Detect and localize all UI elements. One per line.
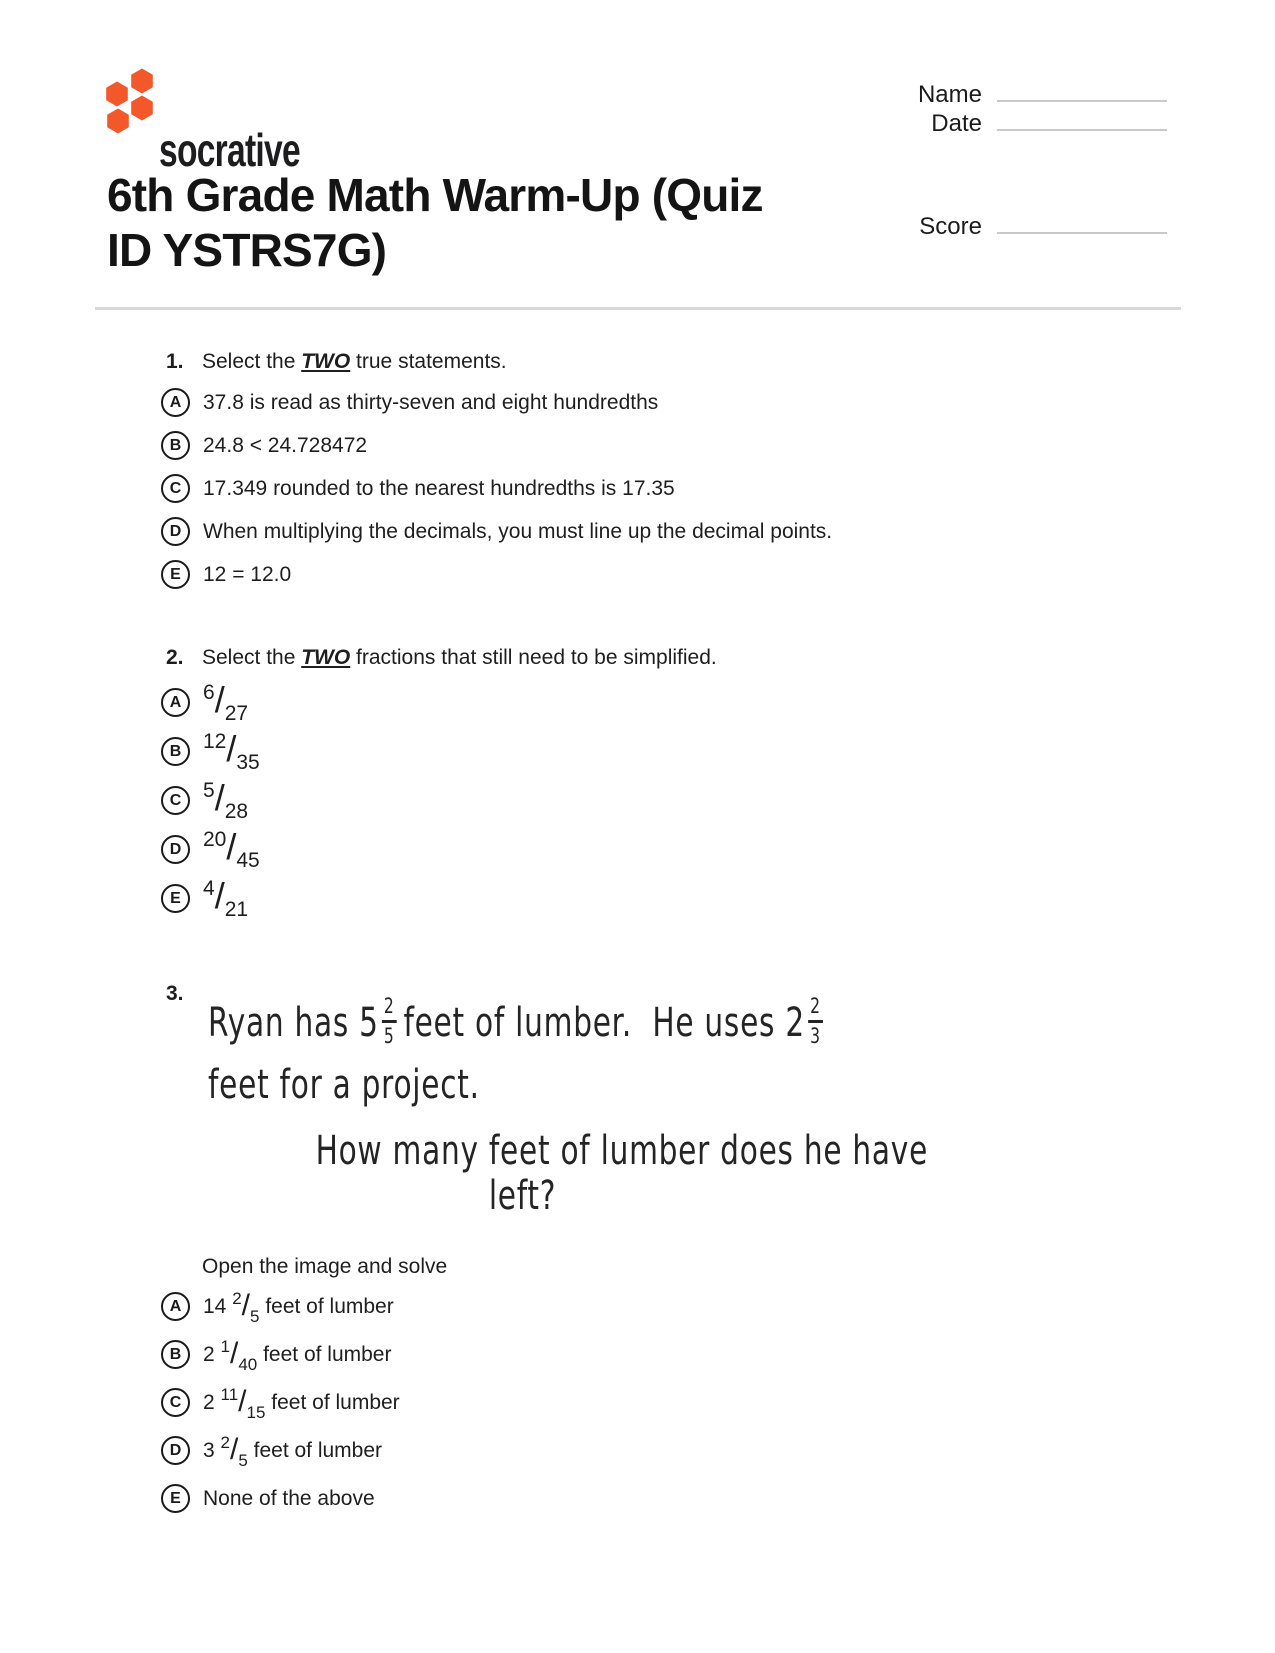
fraction-numerator: 1 [220, 1336, 230, 1356]
page-title-line1: 6th Grade Math Warm-Up (Quiz [107, 169, 763, 221]
option-row-c [161, 474, 832, 503]
option-suffix: feet of lumber [257, 1342, 392, 1366]
answer-bubble-e[interactable]: E [161, 560, 190, 589]
option-text [203, 1288, 394, 1326]
option-text: None of the above [203, 1486, 375, 1510]
fraction-denominator: 5 [238, 1450, 248, 1470]
header-divider [95, 307, 1181, 310]
answer-bubble-d[interactable]: D [161, 517, 190, 546]
option-row-d [161, 825, 260, 872]
option-row-e [161, 874, 260, 921]
fraction-denominator: 5 [383, 1023, 395, 1048]
answer-bubble-b[interactable]: B [161, 431, 190, 460]
option-text [203, 1432, 383, 1470]
question-3-problem-image [208, 990, 929, 1219]
answer-bubble-e[interactable]: E [161, 1484, 190, 1513]
fraction-denominator: 27 [224, 701, 249, 725]
option-fraction [203, 727, 260, 774]
answer-bubble-b[interactable]: B [161, 1340, 190, 1369]
fraction-numerator: 11 [220, 1384, 239, 1404]
option-text [203, 1336, 392, 1374]
image-text-line3 [208, 1128, 929, 1174]
fraction-denominator: 5 [250, 1306, 260, 1326]
option-fraction [203, 678, 249, 725]
fraction-slash: / [238, 1384, 247, 1418]
fraction-slash: / [241, 1288, 251, 1322]
prompt-text: fractions that still need to be simplified. [350, 646, 717, 669]
option-row-e [161, 1484, 400, 1513]
fraction-numerator: 20 [203, 827, 227, 851]
answer-bubble-c[interactable]: C [161, 474, 190, 503]
option-row-b [161, 1336, 400, 1374]
image-text: feet of lumber. He uses 2 [403, 1000, 805, 1046]
option-row-d [161, 517, 832, 546]
image-text-line2: feet for a project. [208, 1062, 480, 1108]
answer-bubble-a[interactable]: A [161, 1292, 190, 1321]
hexagon-icon [106, 82, 128, 107]
option-suffix: feet of lumber [259, 1294, 394, 1318]
fraction-numerator: 12 [203, 729, 227, 753]
mixed-number-whole: 2 [203, 1390, 221, 1414]
prompt-emphasis: TWO [301, 350, 351, 373]
answer-bubble-d[interactable]: D [161, 1436, 190, 1465]
answer-bubble-d[interactable]: D [161, 835, 190, 864]
option-row-c [161, 1384, 400, 1422]
option-text: When multiplying the decimals, you must line up the decimal points. [203, 519, 833, 543]
question-1-header [166, 350, 507, 374]
socrative-hexagons-icon [97, 58, 155, 136]
option-row-a [161, 678, 260, 725]
option-row-c [161, 776, 260, 823]
option-fraction [203, 874, 249, 921]
question-3-prompt: Open the image and solve [202, 1255, 448, 1278]
fraction-slash: / [226, 825, 237, 867]
option-text: 17.349 rounded to the nearest hundredths is 17.35 [203, 476, 675, 500]
option-row-b [161, 727, 260, 774]
answer-bubble-a[interactable]: A [161, 688, 190, 717]
score-write-line[interactable] [997, 208, 1167, 234]
option-fraction [203, 825, 260, 872]
question-1-options [161, 388, 832, 603]
answer-bubble-c[interactable]: C [161, 786, 190, 815]
fraction-denominator: 40 [238, 1354, 258, 1374]
option-row-d [161, 1432, 400, 1470]
fraction-numerator: 6 [203, 680, 215, 704]
score-field-row [875, 208, 1167, 241]
stacked-fraction [382, 994, 397, 1047]
option-suffix: feet of lumber [247, 1438, 383, 1462]
fraction-numerator: 2 [232, 1288, 242, 1308]
question-number: 1. [166, 350, 184, 373]
mixed-number-whole: 14 [203, 1294, 233, 1318]
question-prompt [202, 646, 717, 670]
option-suffix: feet of lumber [265, 1390, 400, 1414]
question-3-options [161, 1288, 400, 1532]
image-text: How many feet of lumber does he have [315, 1128, 929, 1174]
hexagon-icon [131, 69, 153, 94]
prompt-emphasis: TWO [301, 646, 351, 669]
brand-wordmark: socrative [159, 124, 300, 176]
option-text: 37.8 is read as thirty-seven and eight hundredths [203, 390, 659, 414]
date-write-line[interactable] [997, 105, 1167, 131]
question-prompt [202, 350, 507, 374]
page-title [107, 168, 897, 278]
date-label: Date [931, 110, 982, 137]
fraction-denominator: 28 [224, 799, 249, 823]
option-row-e [161, 560, 832, 589]
fraction-denominator: 3 [810, 1023, 821, 1048]
option-row-b [161, 431, 832, 460]
fraction-slash: / [229, 1432, 239, 1466]
fraction-denominator: 21 [224, 897, 249, 921]
image-text-line1 [208, 990, 821, 1056]
option-text [203, 1384, 400, 1422]
fraction-slash: / [226, 727, 237, 769]
fraction-denominator: 35 [236, 750, 260, 774]
stacked-fraction [808, 994, 823, 1047]
image-text: Ryan has 5 [208, 1000, 379, 1046]
fraction-numerator: 5 [203, 778, 215, 802]
question-number: 3. [166, 982, 184, 1005]
fraction-denominator: 45 [236, 848, 260, 872]
answer-bubble-b[interactable]: B [161, 737, 190, 766]
socrative-logo [97, 58, 427, 176]
option-fraction [203, 776, 249, 823]
option-row-a [161, 1288, 400, 1326]
answer-bubble-a[interactable]: A [161, 388, 190, 417]
question-3-header [166, 982, 202, 1006]
option-row-a [161, 388, 832, 417]
score-label: Score [919, 213, 982, 240]
hexagon-icon [107, 109, 129, 134]
name-write-line[interactable] [997, 76, 1167, 102]
answer-bubble-c[interactable]: C [161, 1388, 190, 1417]
fraction-slash: / [214, 874, 225, 916]
prompt-text: Select the [202, 646, 302, 669]
fraction-numerator: 2 [382, 994, 397, 1022]
fraction-numerator: 2 [808, 994, 823, 1022]
fraction-slash: / [214, 678, 225, 720]
prompt-text: Select the [202, 350, 302, 373]
fraction-numerator: 4 [203, 876, 215, 900]
option-text: 24.8 < 24.728472 [203, 433, 368, 457]
date-field-row [875, 105, 1167, 138]
fraction-denominator: 15 [246, 1402, 266, 1422]
fraction-slash: / [229, 1336, 239, 1370]
prompt-text: true statements. [350, 350, 507, 373]
question-2-options [161, 678, 260, 933]
option-text: 12 = 12.0 [203, 562, 292, 586]
answer-bubble-e[interactable]: E [161, 884, 190, 913]
page-title-line2: ID YSTRS7G) [107, 224, 387, 276]
question-number: 2. [166, 646, 184, 669]
fraction-slash: / [214, 776, 225, 818]
hexagon-icon [131, 96, 153, 121]
mixed-number-whole: 3 [203, 1438, 221, 1462]
image-text: left? [489, 1173, 557, 1219]
name-label: Name [917, 81, 982, 108]
question-2-header [166, 646, 717, 670]
image-text-line4 [208, 1174, 838, 1218]
mixed-number-whole: 2 [203, 1342, 221, 1366]
fraction-numerator: 2 [220, 1432, 230, 1452]
